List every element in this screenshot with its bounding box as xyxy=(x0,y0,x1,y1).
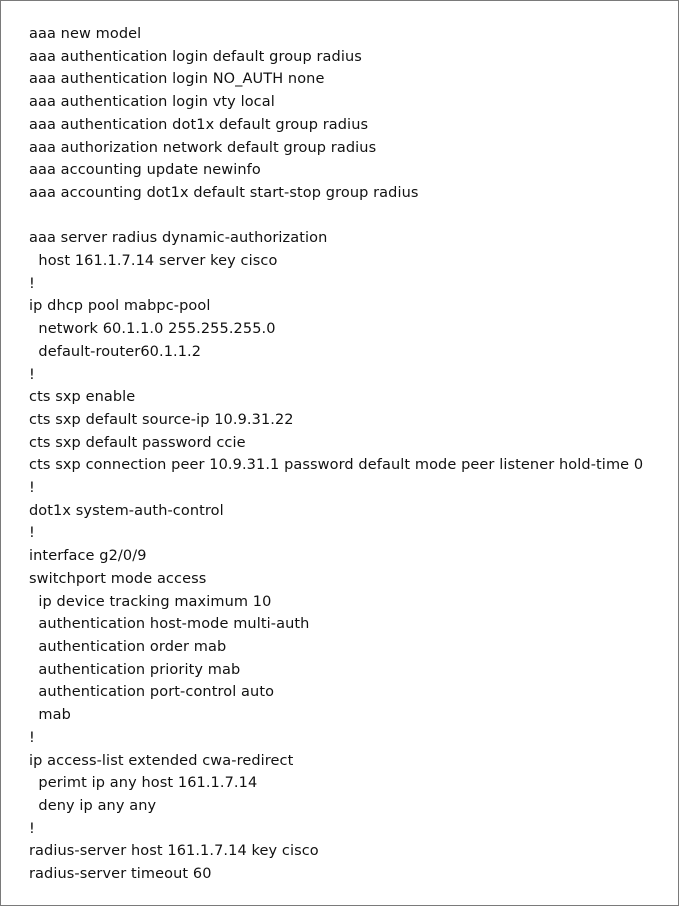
config-line: perimt ip any host 161.1.7.14 xyxy=(29,775,258,792)
config-line: switchport mode access xyxy=(29,570,207,587)
config-line: cts sxp enable xyxy=(29,389,136,406)
config-line: aaa authentication login default group radius xyxy=(29,48,362,65)
config-line: ip dhcp pool mabpc-pool xyxy=(29,298,211,315)
config-line: default-router60.1.1.2 xyxy=(29,343,202,360)
config-line: deny ip any any xyxy=(29,797,157,814)
config-line: aaa authentication login vty local xyxy=(29,94,275,111)
config-line: radius-server host 161.1.7.14 key cisco xyxy=(29,843,319,860)
config-line: mab xyxy=(29,707,71,724)
config-line: dot1x system-auth-control xyxy=(29,502,224,519)
config-line: cts sxp connection peer 10.9.31.1 password default mode peer listener hold-time 0 xyxy=(29,457,644,474)
config-line: aaa new model xyxy=(29,26,142,42)
config-line: host 161.1.7.14 server key cisco xyxy=(29,253,278,270)
config-line-list xyxy=(29,23,658,886)
config-line: aaa authentication dot1x default group radius xyxy=(29,116,369,133)
config-line: aaa accounting dot1x default start-stop group radius xyxy=(29,184,419,201)
config-line: network 60.1.1.0 255.255.255.0 xyxy=(29,321,276,338)
config-line: ! xyxy=(29,275,35,292)
config-line: authentication order mab xyxy=(29,638,227,655)
config-line: interface g2/0/9 xyxy=(29,548,147,565)
config-line: aaa accounting update newinfo xyxy=(29,162,261,179)
config-line: authentication port-control auto xyxy=(29,684,275,701)
config-line: aaa authentication login NO_AUTH none xyxy=(29,71,325,88)
config-line: cts sxp default source-ip 10.9.31.22 xyxy=(29,411,294,428)
config-line: authentication priority mab xyxy=(29,661,241,678)
config-line: ip access-list extended cwa-redirect xyxy=(29,752,294,769)
config-line: ! xyxy=(29,525,35,542)
config-line: ! xyxy=(29,480,35,497)
config-line: ! xyxy=(29,820,35,837)
config-line: ip device tracking maximum 10 xyxy=(29,593,272,610)
config-line: ! xyxy=(29,729,35,746)
config-line: aaa server radius dynamic-authorization xyxy=(29,230,328,247)
config-line: authentication host-mode multi-auth xyxy=(29,616,310,633)
config-line: aaa authorization network default group radius xyxy=(29,139,377,156)
config-line xyxy=(29,205,658,228)
config-line: ! xyxy=(29,366,35,383)
config-line: cts sxp default password ccie xyxy=(29,434,246,451)
config-line: radius-server timeout 60 xyxy=(29,866,212,883)
